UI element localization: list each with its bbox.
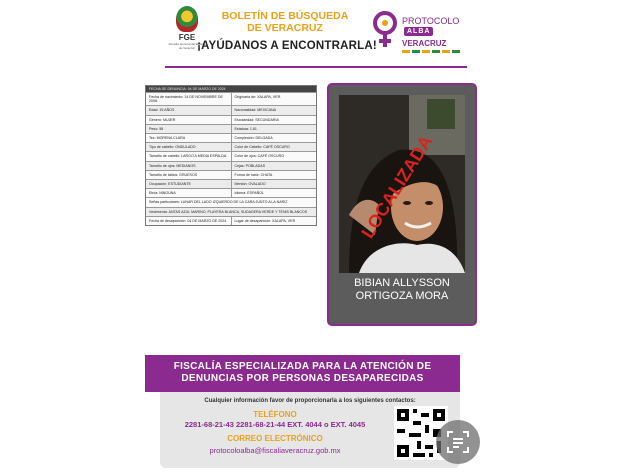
phone-numbers: 2281-68-21-43 2281-68-21-44 EXT. 4044 o EXT. 4045 xyxy=(184,420,366,429)
alba-color-strip xyxy=(402,50,462,53)
header-divider xyxy=(165,66,467,68)
table-cell: Etnia: NINGUNA xyxy=(149,191,176,196)
bulletin-header xyxy=(160,4,470,64)
alba-line1: PROTOCOLO xyxy=(402,16,460,26)
name-line-2: ORTIGOZA MORA xyxy=(355,290,449,302)
table-row xyxy=(146,170,316,179)
table-row xyxy=(146,207,316,216)
date-missing: Fecha de desaparición: 04 DE MARZO DE 2024 xyxy=(149,218,227,223)
help-title: ¡AYÚDANOS A ENCONTRARLA! xyxy=(197,40,377,52)
place-missing: Lugar de desaparición: XALAPA, VER xyxy=(231,217,317,225)
table-row xyxy=(146,216,316,225)
bulletin-title: BOLETÍN DE BÚSQUEDA DE VERACRUZ xyxy=(221,10,349,34)
report-date: FECHA DE DENUNCIA: 04 DE MARZO DE 2024 xyxy=(146,86,316,92)
email-address: protocoloalba@fiscaliaveracruz.gob.mx xyxy=(209,446,341,455)
table-cell: Edad: 15 AÑOS xyxy=(149,108,175,113)
localizada-stamp xyxy=(339,95,465,273)
table-cell: Estatura: 1.61 xyxy=(231,125,317,133)
table-cell: Ocupación: ESTUDIANTE xyxy=(149,182,191,187)
fge-logo xyxy=(168,6,206,62)
table-cell: Idioma: ESPAÑOL xyxy=(231,189,317,197)
scan-text-icon xyxy=(436,420,480,464)
alba-badge: ALBA xyxy=(404,27,433,36)
table-row xyxy=(146,151,316,160)
table-cell: Escolaridad: SECUNDARIA xyxy=(231,116,317,124)
table-cell: Peso: 58 xyxy=(149,126,164,131)
contact-note: Cualquier información favor de proporcionarla a los siguientes contactos: xyxy=(204,398,416,404)
table-row xyxy=(146,92,316,105)
email-heading: CORREO ELECTRÓNICO xyxy=(227,434,323,443)
protocolo-alba-logo xyxy=(372,8,472,58)
clothing: Vestimenta: ANTAS AZUL MARINO, PLAYERA BLANCA, SUDADERA VERDE Y TENIS BLANCOS xyxy=(149,209,308,214)
scan-text-button[interactable] xyxy=(436,420,480,464)
alba-line2: VERACRUZ xyxy=(402,39,447,48)
table-cell: Color de ojos: CAFÉ OSCURO xyxy=(231,152,317,160)
table-cell: Género: MUJER xyxy=(149,117,176,122)
table-cell: Cejas: POBLADAS xyxy=(231,162,317,170)
table-row xyxy=(146,188,316,197)
table-row xyxy=(146,133,316,142)
name-line-1: BIBIAN ALLYSSON xyxy=(354,277,450,289)
table-cell: Forma de nariz: CHATA xyxy=(231,171,317,179)
table-cell: Complexión: DELGADA xyxy=(231,134,317,142)
table-cell: Mentón: OVALADO xyxy=(231,180,317,188)
female-symbol-icon xyxy=(372,10,398,50)
agency-line-2: DENUNCIAS POR PERSONAS DESAPARECIDAS xyxy=(181,373,424,384)
table-row xyxy=(146,161,316,170)
table-cell: Tipo de cabello: ONDULADO xyxy=(149,145,196,150)
table-row xyxy=(146,142,316,151)
table-cell: Nacionalidad: MEXICANA xyxy=(231,106,317,114)
particular-marks: Señas particulares: LUNAR DEL LADO IZQUIERDO DE LA CARA JUNTO A LA NARIZ xyxy=(149,200,288,205)
person-name xyxy=(329,277,475,303)
person-photo xyxy=(339,95,465,273)
agency-line-1: FISCALÍA ESPECIALIZADA PARA LA ATENCIÓN DE xyxy=(173,361,432,372)
table-row xyxy=(146,105,316,114)
phone-heading: TELÉFONO xyxy=(253,410,297,419)
contact-panel xyxy=(160,392,460,468)
agency-banner xyxy=(145,355,460,392)
photo-card xyxy=(327,83,477,326)
table-cell: Tamaño de labios: GRUESOS xyxy=(149,172,198,177)
table-cell: Tamaño de cabello: LARGO A MEDIA ESPALDA xyxy=(149,154,227,159)
fge-label: FGE xyxy=(178,33,196,42)
table-row xyxy=(146,124,316,133)
table-cell: Tamaño de ojos: MEDIANOS xyxy=(149,163,196,168)
fge-subtitle: Fiscalía General del Estado de Veracruz xyxy=(168,42,206,50)
table-cell: Tez: MORENA CLARA xyxy=(149,136,186,141)
localizada-stamp-text: LOCALIZADA xyxy=(357,131,437,242)
table-row xyxy=(146,115,316,124)
table-cell: Color de Cabello: CAFÉ OSCURO xyxy=(231,143,317,151)
table-row xyxy=(146,179,316,188)
table-cell: Fecha de nacimiento: 14 DE NOVIEMBRE DE 2008. xyxy=(149,95,223,104)
person-record-table xyxy=(145,85,317,226)
table-cell: Originaria de: XALAPA, VER. xyxy=(231,93,317,105)
veracruz-seal-icon xyxy=(176,6,198,32)
table-row xyxy=(146,197,316,206)
